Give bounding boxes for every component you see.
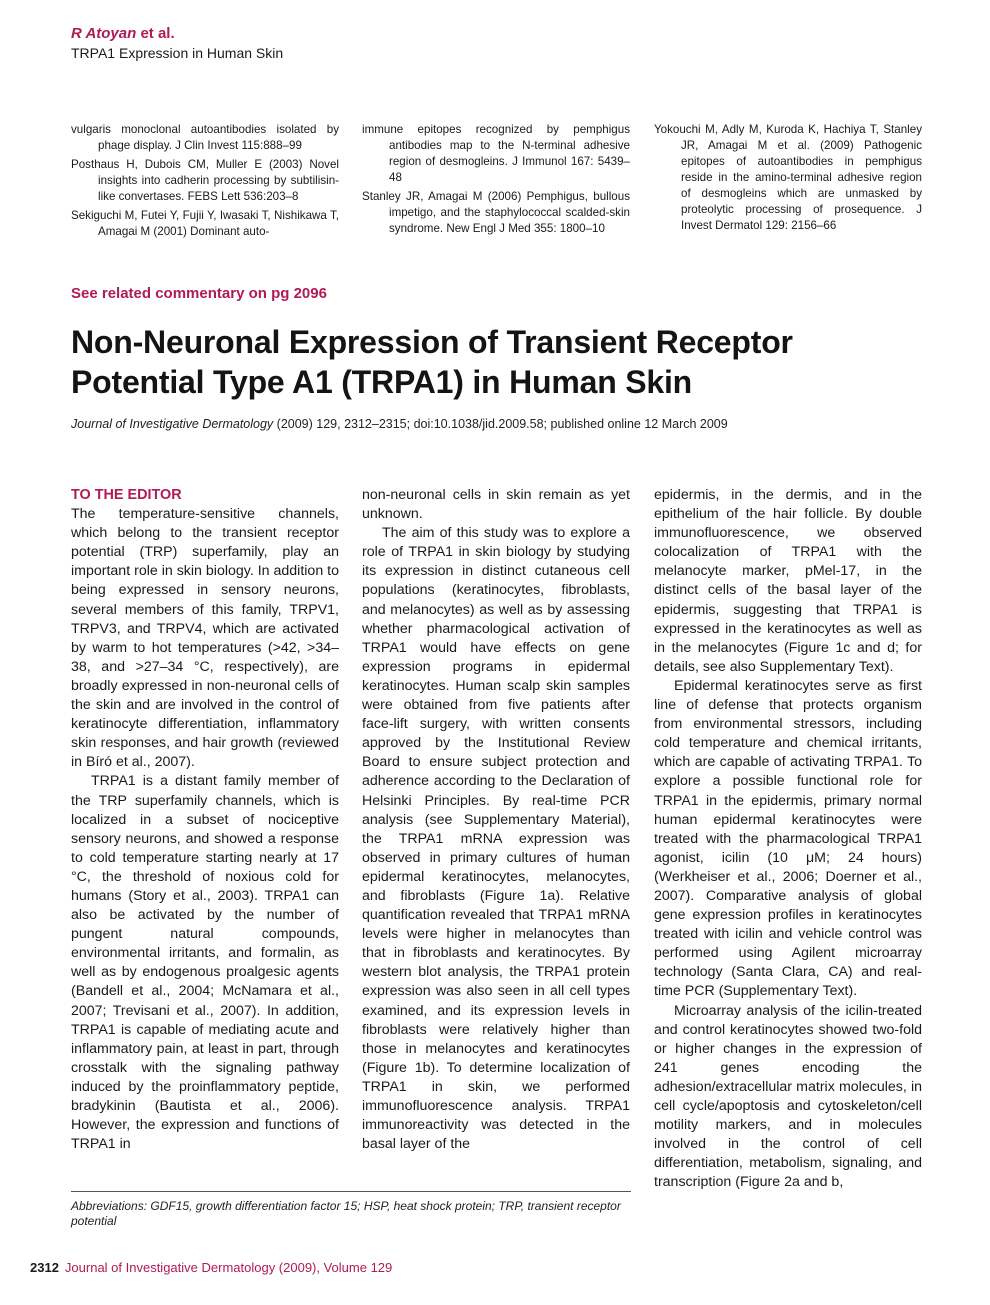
section-heading: TO THE EDITOR (71, 487, 182, 503)
page-footer (30, 1260, 392, 1275)
reference-item: vulgaris monoclonal autoantibodies isolated by phage display. J Clin Invest 115:888–99 (71, 123, 339, 152)
reference-item: Posthaus H, Dubois CM, Muller E (2003) Novel insights into cadherin processing by subtilisin-like convertases. FEBS Lett 536:203–8 (71, 158, 339, 203)
body-paragraph: The aim of this study was to explore a role of TRPA1 in skin biology by studying its expression in distinct cutaneous cell populations (keratinocytes, fibroblasts, and melanocytes) as well as by assessing whether pharmacological activation of TRPA1 would have effects on gene expression programs in epidermal keratinocytes. Human scalp skin samples were obtained from five patients after face-lift surgery, with written consents approved by the Institutional Review Board to ensure subject protection and adherence according to the Declaration of Helsinki Principles. By real-time PCR analysis (see Supplementary Material), the TRPA1 mRNA expression was observed in primary cultures of human epidermal keratinocytes, melanocytes, and fibroblasts (Figure 1a). Relative quantification revealed that TRPA1 mRNA levels were higher in melanocytes than that in fibroblasts and keratinocytes. By western blot analysis, the TRPA1 protein expression was also seen in all cell types examined, and its expression levels in fibroblasts were relatively higher than those in melanocytes and keratinocytes (Figure 1b). To determine localization of TRPA1 in skin, we performed immunofluorescence analysis. TRPA1 immunoreactivity was detected in the basal layer of the (362, 525, 630, 1153)
running-head-title: TRPA1 Expression in Human Skin (71, 45, 284, 61)
body-column-2 (362, 486, 630, 1154)
footnote-divider (71, 1191, 631, 1192)
running-head-author: R Atoyan et al. (71, 25, 175, 42)
reference-item: Yokouchi M, Adly M, Kuroda K, Hachiya T, Stanley JR, Amagai M et al. (2009) Pathogenic epitopes of autoantibodies in pemphigus reside in the amino-terminal adhesive region of desmogleins which are unmasked by proteolytic processing of prosequence. J Invest Dermatol 129: 2156–66 (654, 123, 922, 232)
reference-column-3 (654, 122, 922, 237)
body-paragraph: Microarray analysis of the icilin-treated and control keratinocytes showed two-fold or higher changes in the expression of 241 genes encoding the adhesion/extracellular matrix molecules, in cell cycle/apoptosis and cytoskeleton/cell motility markers, and in molecules involved in the control of cell differentiation, metabolism, signaling, and transcription (Figure 2a and b, (654, 1002, 922, 1191)
body-paragraph: non-neuronal cells in skin remain as yet unknown. (362, 487, 630, 523)
body-paragraph: epidermis, in the dermis, and in the epithelium of the hair follicle. By double immunofluorescence, we observed colocalization of TRPA1 with the melanocyte marker, pMel-17, in the distinct cells of the basal layer of the epidermis, suggesting that TRPA1 is expressed in the keratinocytes as well as in the melanocytes (Figure 1c and d; for details, see also Supplementary Text). (654, 487, 922, 675)
reference-item: Stanley JR, Amagai M (2006) Pemphigus, bullous impetigo, and the staphylococcal scalded-skin syndrome. New Engl J Med 355: 1800–10 (362, 190, 630, 235)
article-citation: Journal of Investigative Dermatology (2009) 129, 2312–2315; doi:10.1038/jid.2009.58; published online 12 March 2009 (71, 417, 728, 431)
related-commentary-link[interactable]: See related commentary on pg 2096 (71, 285, 327, 302)
body-column-1 (71, 486, 339, 1154)
journal-name: Journal of Investigative Dermatology (71, 417, 274, 431)
reference-item: immune epitopes recognized by pemphigus antibodies map to the N-terminal adhesive region of desmogleins. J Immunol 167: 5439–48 (362, 123, 630, 184)
body-column-3 (654, 486, 922, 1192)
article-title: Non-Neuronal Expression of Transient Receptor Potential Type A1 (TRPA1) in Human Skin (71, 324, 793, 400)
abbreviations-footnote: Abbreviations: GDF15, growth differentiation factor 15; HSP, heat shock protein; TRP, transient receptor potential (71, 1199, 621, 1228)
body-paragraph: Epidermal keratinocytes serve as first line of defense that protects organism from environmental stressors, including cold temperature and chemical irritants, which are capable of activating TRPA1. To explore a possible functional role for TRPA1 in the epidermis, primary normal human epidermal keratinocytes were treated with the pharmacological TRPA1 agonist, icilin (10 μM; 24 hours) (Werkheiser et al., 2006; Doerner et al., 2007). Comparative analysis of global gene expression profiles in keratinocytes treated with icilin and vehicle control was performed using Agilent microarray technology (Santa Clara, CA) and real-time PCR (Supplementary Text). (654, 677, 922, 1000)
reference-item: Sekiguchi M, Futei Y, Fujii Y, Iwasaki T, Nishikawa T, Amagai M (2001) Dominant auto- (71, 209, 339, 238)
body-paragraph: TRPA1 is a distant family member of the TRP superfamily channels, which is localized in a subset of nociceptive sensory neurons, and showed a response to cold temperature starting nearly at 17 °C, the threshold of noxious cold for humans (Story et al., 2003). TRPA1 can also be activated by the number of pungent natural compounds, environmental irritants, and formalin, as well as by endogenous proalgesic agents (Bandell et al., 2004; McNamara et al., 2007; Trevisani et al., 2007). In addition, TRPA1 is capable of mediating acute and inflammatory pain, at least in part, through crosstalk with the signaling pathway induced by the proinflammatory peptide, bradykinin (Bautista et al., 2006). However, the expression and functions of TRPA1 in (71, 773, 339, 1153)
page-number: 2312 (30, 1260, 59, 1275)
footer-journal: Journal of Investigative Dermatology (2009), Volume 129 (64, 1260, 393, 1275)
body-paragraph: The temperature-sensitive channels, which belong to the transient receptor potential (TRP) superfamily, play an important role in skin biology. In addition to being expressed in sensory neurons, several members of this family, TRPV1, TRPV3, and TRPV4, which are activated by warm to hot temperatures (>42, >34–38, and >27–34 °C, respectively), are broadly expressed in non-neuronal cells of the skin and are involved in the control of keratinocyte differentiation, inflammatory skin responses, and hair growth (reviewed in Bíró et al., 2007). (71, 506, 339, 771)
reference-column-1 (71, 122, 339, 243)
reference-column-2 (362, 122, 630, 240)
